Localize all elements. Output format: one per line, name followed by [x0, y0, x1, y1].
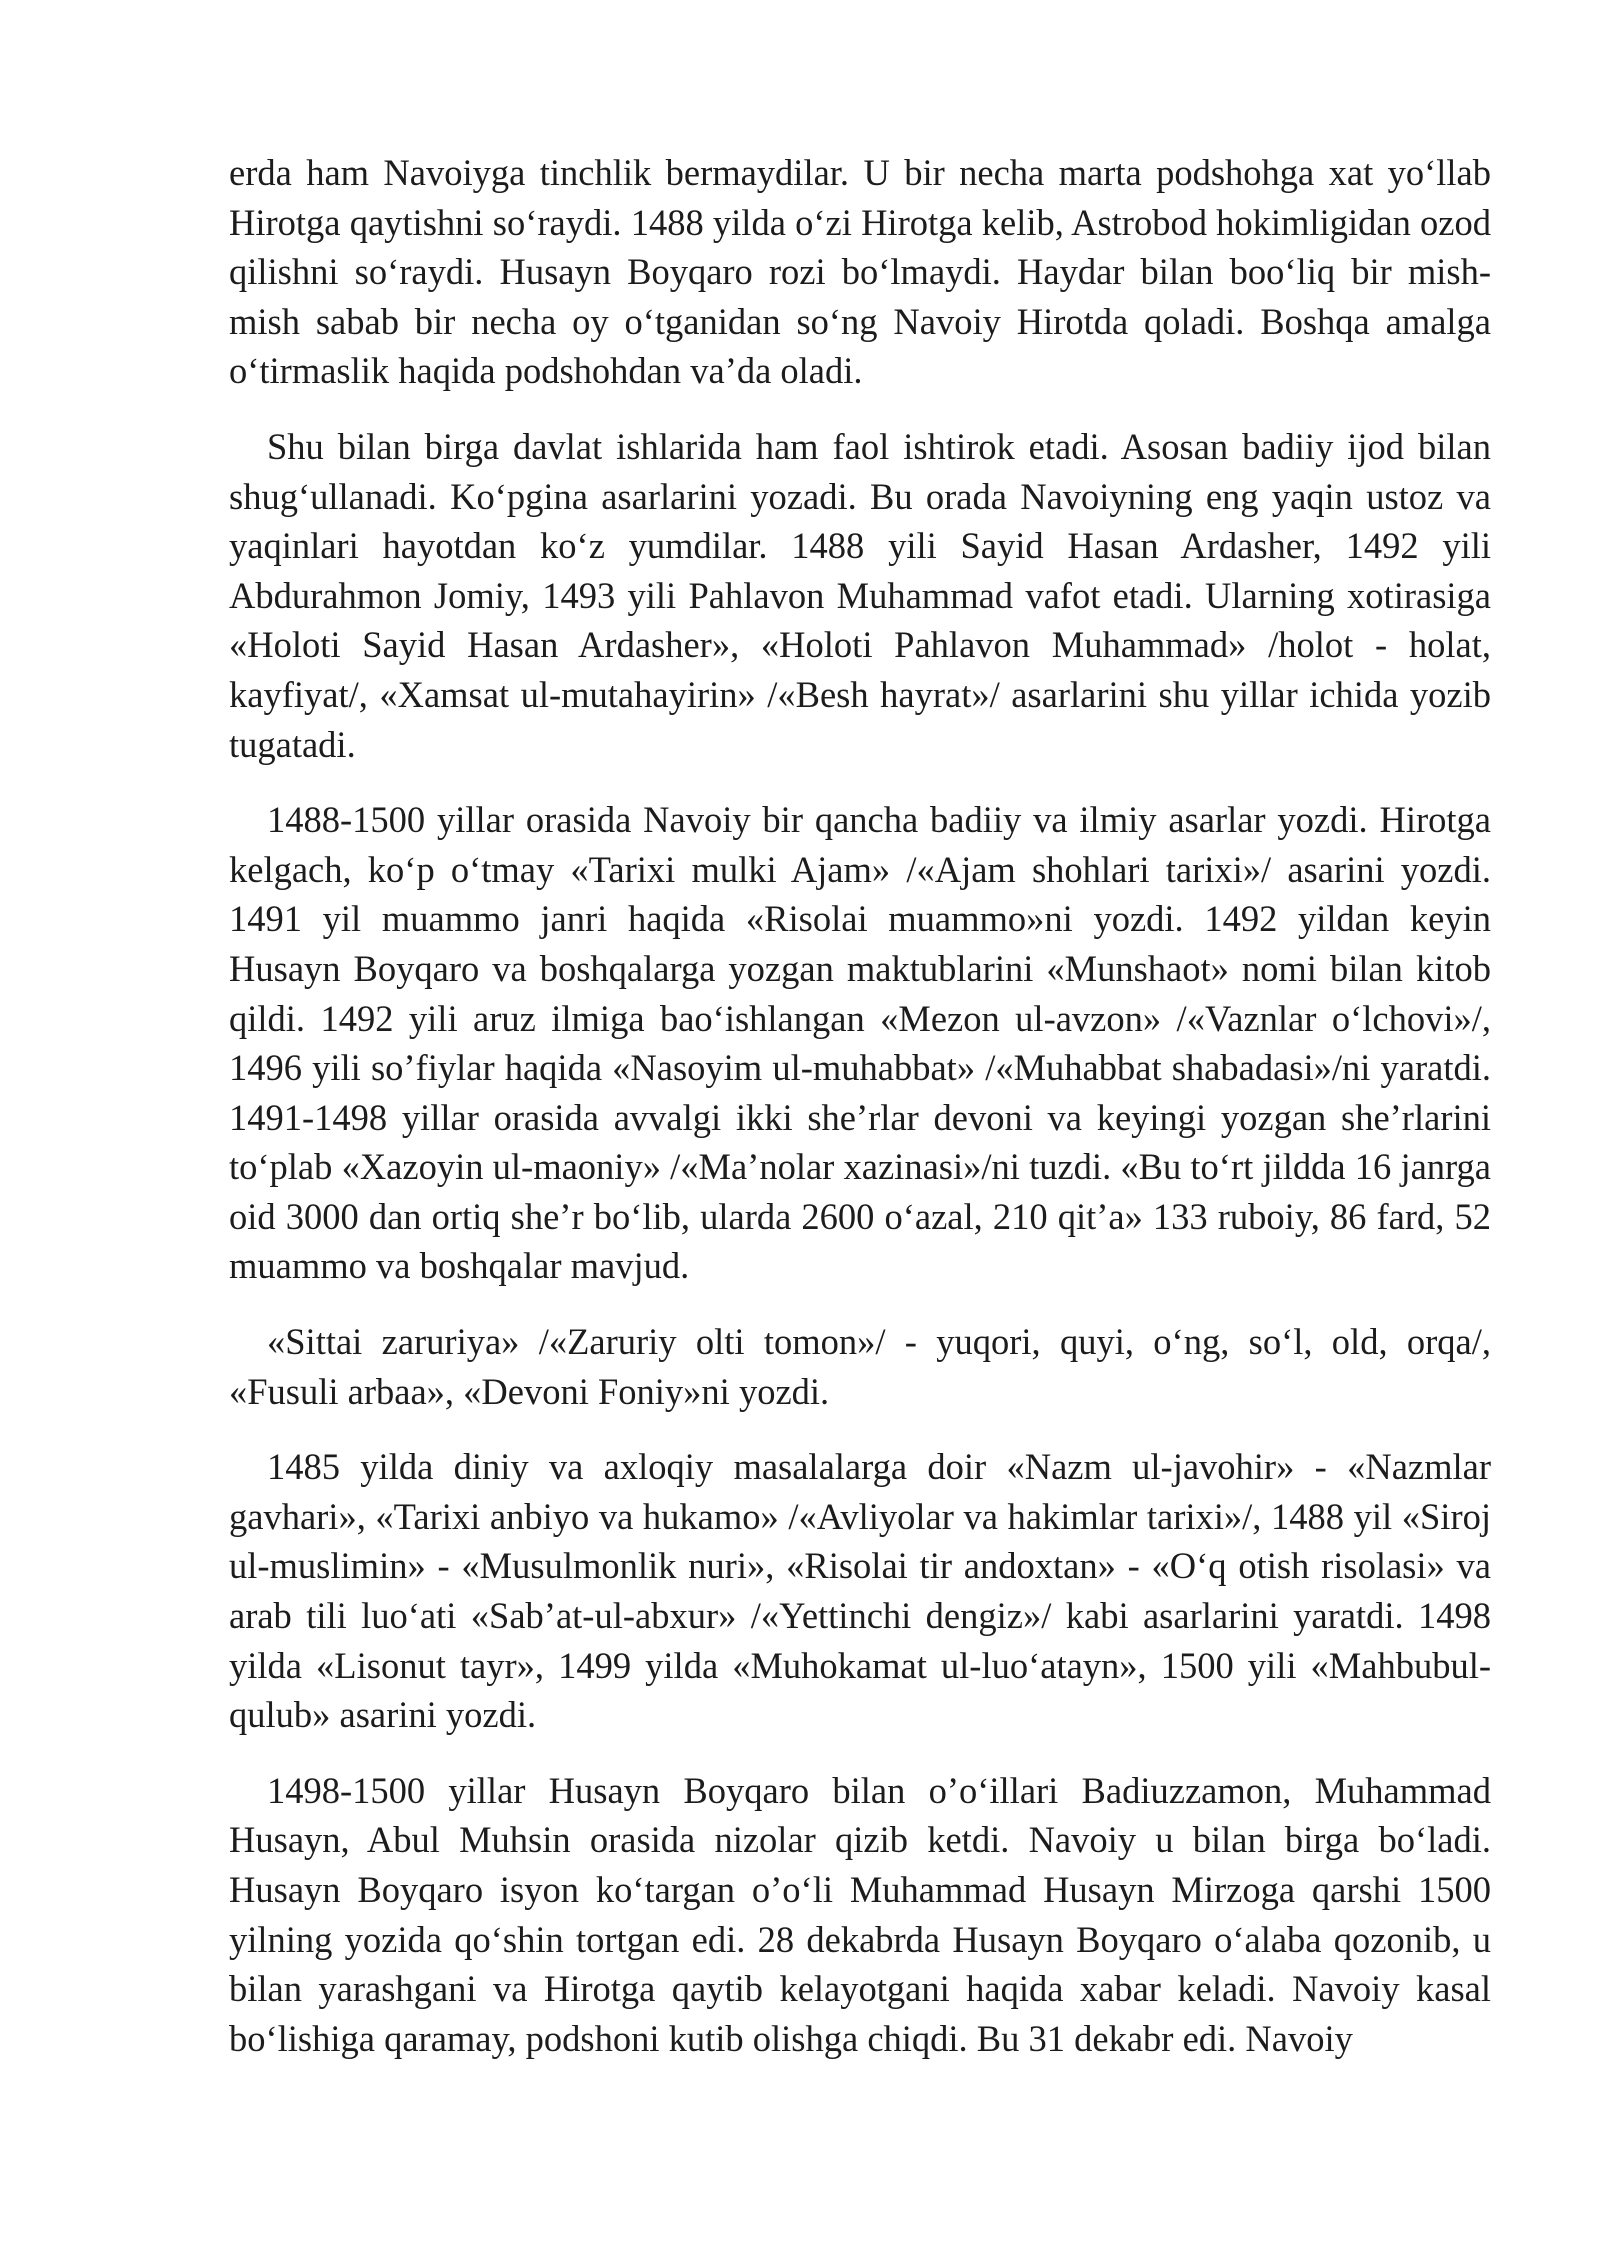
document-body: [229, 148, 1491, 2089]
paragraph-4: «Sittai zaruriya» /«Zaruriy olti tomon»/ - yuqori, quyi, o‘ng, so‘l, old, orqa/, «Fusuli arbaa», «Devoni Foniy»ni yozdi.: [229, 1321, 1491, 1412]
paragraph-2: Shu bilan birga davlat ishlarida ham faol ishtirok etadi. Asosan badiiy ijod bilan shug‘ullanadi. Ko‘pgina asarlarini yozadi. Bu orada Navoiyning eng yaqin ustoz va yaqinlari hayotdan ko‘z yumdilar. 1488 yili Sayid Hasan Ardasher, 1492 yili Abdurahmon Jomiy, 1493 yili Pahlavon Muhammad vafot etadi. Ularning xotirasiga «Holoti Sayid Hasan Ardasher», «Holoti Pahlavon Muhammad» /holot - holat, kayfiyat/, «Xamsat ul-mutahayirin» /«Besh hayrat»/ asarlarini shu yillar ichida yozib tugatadi.: [229, 425, 1491, 765]
paragraph-6: 1498-1500 yillar Husayn Boyqaro bilan o’o‘illari Badiuzzamon, Muhammad Husayn, Abul Muhsin orasida nizolar qizib ketdi. Navoiy u bilan birga bo‘ladi. Husayn Boyqaro isyon ko‘targan o’o‘li Muhammad Husayn Mirzoga qarshi 1500 yilning yozida qo‘shin tortgan edi. 28 dekabrda Husayn Boyqaro o‘alaba qozonib, u bilan yarashgani va Hirotga qaytib kelayotgani haqida xabar keladi. Navoiy kasal bo‘lishiga qaramay, podshoni kutib olishga chiqdi. Bu 31 dekabr edi. Navoiy: [229, 1769, 1491, 2059]
paragraph-1: erda ham Navoiyga tinchlik bermaydilar. U bir necha marta podshohga xat yo‘llab Hirotga qaytishni so‘raydi. 1488 yilda o‘zi Hirotga kelib, Astrobod hokimligidan ozod qilishni so‘raydi. Husayn Boyqaro rozi bo‘lmaydi. Haydar bilan boo‘liq bir mish-mish sabab bir necha oy o‘tganidan so‘ng Navoiy Hirotda qoladi. Boshqa amalga o‘tirmaslik haqida podshohdan va’da oladi.: [229, 152, 1491, 392]
paragraph-5: 1485 yilda diniy va axloqiy masalalarga doir «Nazm ul-javohir» - «Nazmlar gavhari», «Tarixi anbiyo va hukamo» /«Avliyolar va hakimlar tarixi»/, 1488 yil «Siroj ul-muslimin» - «Musulmonlik nuri», «Risolai tir andoxtan» - «O‘q otish risolasi» va arab tili luo‘ati «Sab’at-ul-abxur» /«Yettinchi dengiz»/ kabi asarlarini yaratdi. 1498 yilda «Lisonut tayr», 1499 yilda «Muhokamat ul-luo‘atayn», 1500 yili «Mahbubul-qulub» asarini yozdi.: [229, 1446, 1491, 1736]
paragraph-3: 1488-1500 yillar orasida Navoiy bir qancha badiiy va ilmiy asarlar yozdi. Hirotga kelgach, ko‘p o‘tmay «Tarixi mulki Ajam» /«Ajam shohlari tarixi»/ asarini yozdi. 1491 yil muammo janri haqida «Risolai muammo»ni yozdi. 1492 yildan keyin Husayn Boyqaro va boshqalarga yozgan maktublarini «Munshaot» nomi bilan kitob qildi. 1492 yili aruz ilmiga bao‘ishlangan «Mezon ul-avzon» /«Vaznlar o‘lchovi»/, 1496 yili so’fiylar haqida «Nasoyim ul-muhabbat» /«Muhabbat shabadasi»/ni yaratdi. 1491-1498 yillar orasida avvalgi ikki she’rlar devoni va keyingi yozgan she’rlarini to‘plab «Xazoyin ul-maoniy» /«Ma’nolar xazinasi»/ni tuzdi. «Bu to‘rt jildda 16 janrga oid 3000 dan ortiq she’r bo‘lib, ularda 2600 o‘azal, 210 qit’a» 133 ruboiy, 86 fard, 52 muammo va boshqalar mavjud.: [229, 799, 1491, 1287]
